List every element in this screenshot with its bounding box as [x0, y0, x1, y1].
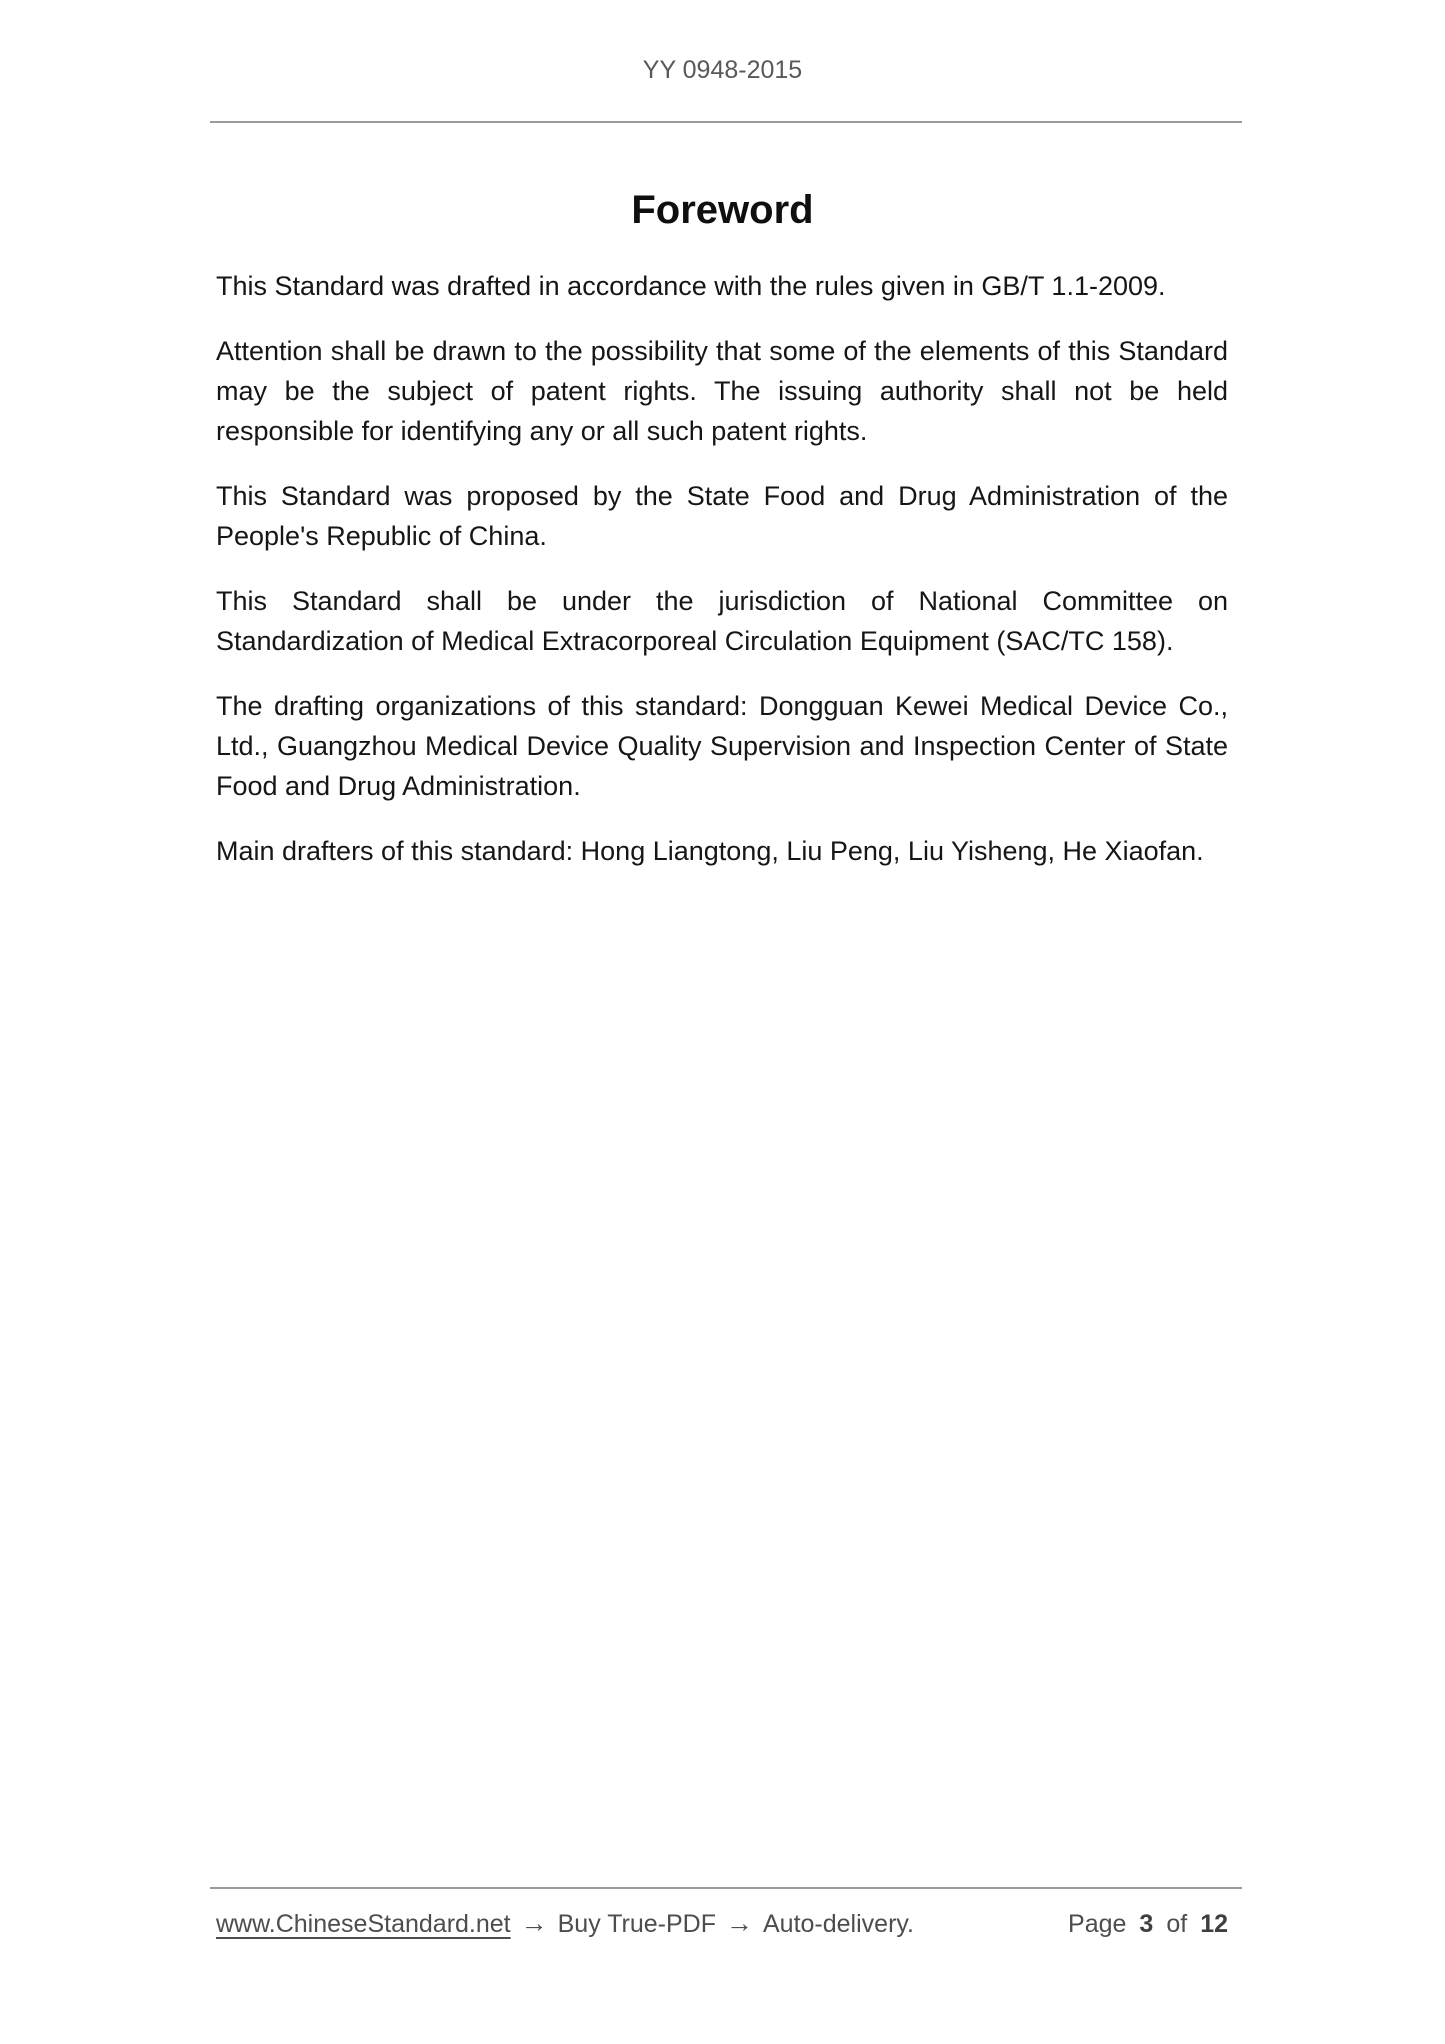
footer-rule [210, 1887, 1242, 1889]
paragraph: Attention shall be drawn to the possibility that some of the elements of this Standard may be the subject of patent rights. The issuing authority shall not be held responsible for identifying any or all such patent rights. [216, 336, 1228, 446]
page-current: 3 [1139, 1910, 1154, 1938]
page-title: Foreword [631, 188, 814, 232]
header-rule [210, 121, 1242, 123]
footer-source [216, 1903, 914, 1944]
arrow-right-icon: → [726, 1908, 753, 1938]
arrow-right-icon: → [520, 1908, 548, 1938]
paragraph: The drafting organizations of this standard: Dongguan Kewei Medical Device Co., Ltd., Guangzhou Medical Device Quality Supervision and Inspection Center of State Food and Drug Administration. [216, 691, 1228, 801]
paragraph: This Standard was drafted in accordance with the rules given in GB/T 1.1-2009. [216, 271, 1166, 301]
of-label: of [1166, 1910, 1188, 1938]
paragraph: This Standard was proposed by the State Food and Drug Administration of the People's Republic of China. [216, 481, 1228, 551]
paragraph: Main drafters of this standard: Hong Liangtong, Liu Peng, Liu Yisheng, He Xiaofan. [216, 836, 1204, 866]
page-footer [216, 1903, 1228, 1944]
page-label: Page [1068, 1910, 1127, 1938]
paragraph: This Standard shall be under the jurisdiction of National Committee on Standardization of Medical Extracorporeal Circulation Equipment (SAC/TC 158). [216, 586, 1228, 656]
page-indicator [1068, 1904, 1228, 1944]
footer-action-delivery: Auto-delivery. [763, 1910, 914, 1938]
footer-action-buy: Buy True-PDF [557, 1910, 716, 1938]
header-doc-number: YY 0948-2015 [642, 56, 803, 84]
footer-website-link[interactable]: www.ChineseStandard.net [216, 1910, 511, 1938]
foreword-content [216, 266, 1228, 896]
page-total: 12 [1200, 1910, 1228, 1938]
